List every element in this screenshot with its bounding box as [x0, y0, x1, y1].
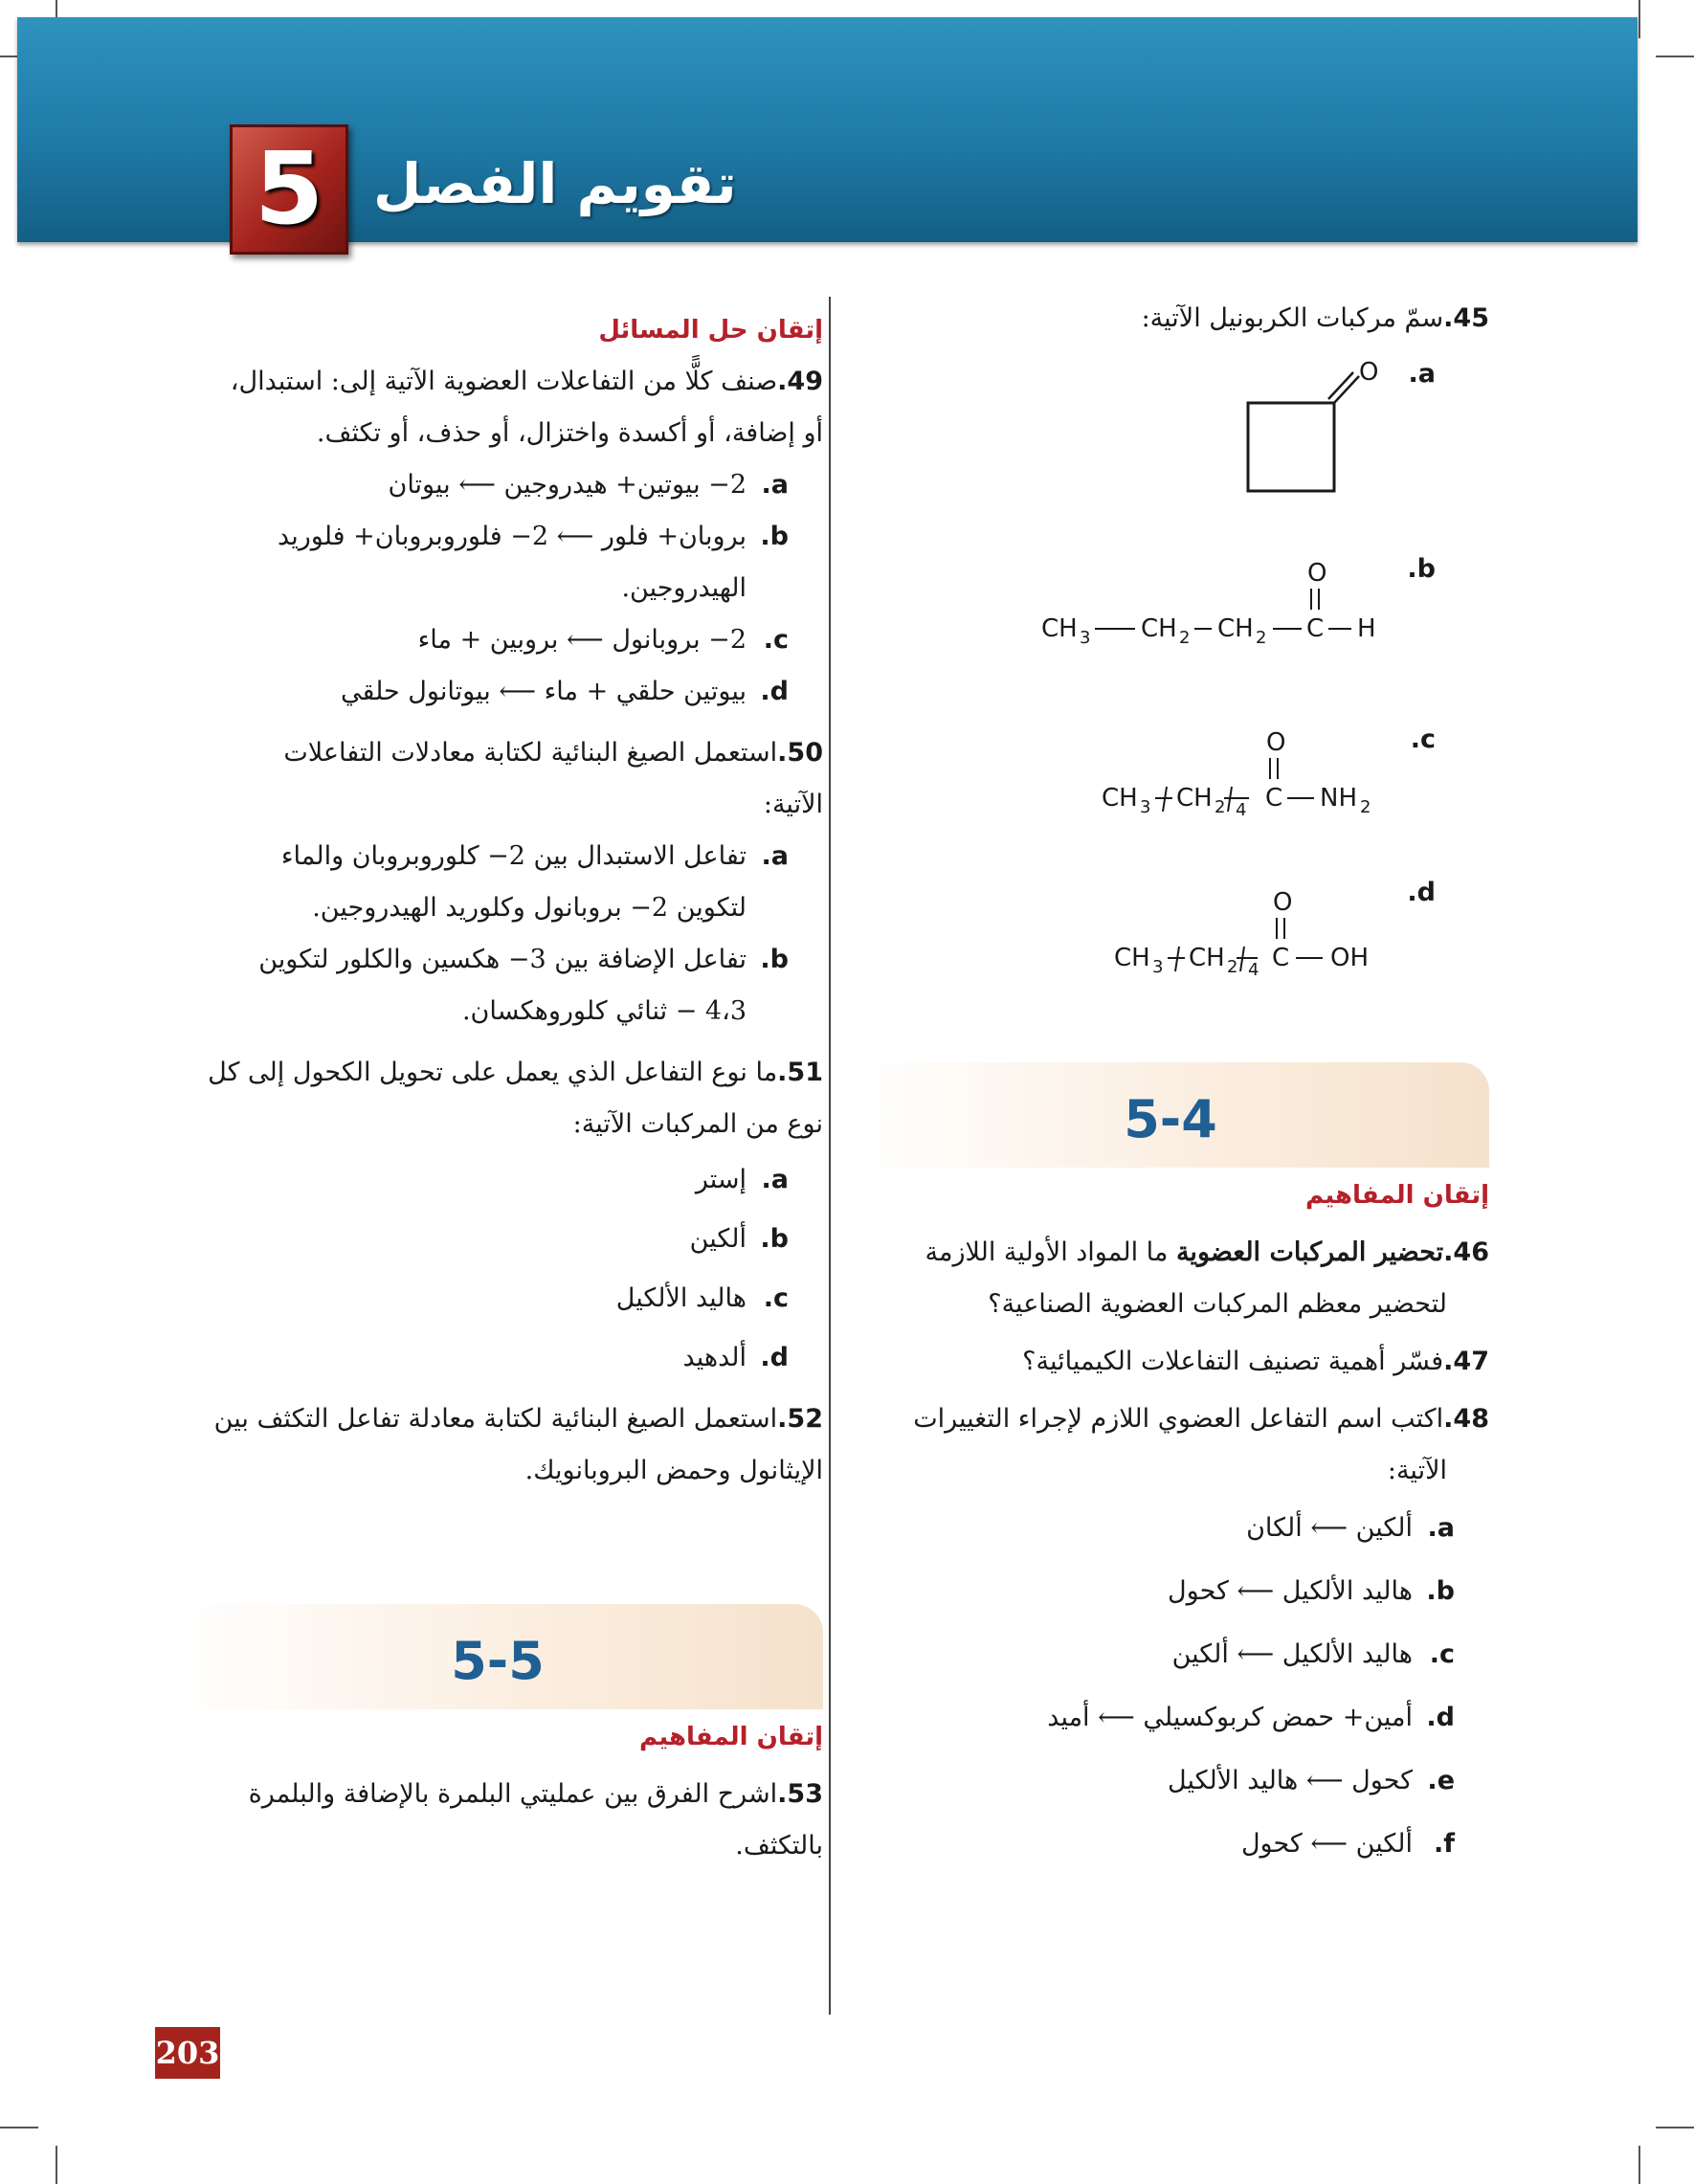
- list-item: [172, 666, 823, 718]
- repeat-count: 4: [1236, 800, 1247, 815]
- oxygen-atom: O: [1266, 728, 1286, 757]
- left-column: [172, 304, 823, 1497]
- item-text: أمين+ حمض كربوكسيلي ⟵ أميد: [1047, 1703, 1413, 1732]
- list-item: [852, 1623, 1489, 1686]
- question-49: [172, 356, 823, 718]
- question-number: 51.: [777, 1058, 823, 1087]
- question-text: اشرح الفرق بين عمليتي البلمرة بالإضافة والبلمرة: [248, 1779, 778, 1809]
- question-number: 50.: [777, 738, 823, 768]
- subscript: 2: [1215, 797, 1226, 815]
- question-text: سمّ مركبات الكربونيل الآتية:: [1141, 303, 1444, 333]
- group-ch2: CH: [1189, 944, 1225, 972]
- item-text: هاليد الألكيل: [615, 1283, 747, 1313]
- item-text: ألكين: [689, 1224, 747, 1254]
- item-label: a.: [761, 1165, 789, 1194]
- question-text: اكتب اسم التفاعل العضوي اللازم لإجراء التغييرات: [913, 1404, 1444, 1434]
- section-header-5-4: [852, 1062, 1489, 1168]
- carbon-atom: C: [1272, 944, 1290, 972]
- column-divider: [829, 297, 831, 2015]
- group-ch2: CH: [1217, 614, 1254, 643]
- item-text: 2− بروبانول ⟵ بروبين + ماء: [417, 625, 747, 655]
- subhead-concept-mastery: إتقان المفاهيم: [638, 1723, 823, 1751]
- chapter-title: تقويم الفصل: [373, 151, 737, 216]
- item-label: d.: [760, 1343, 789, 1372]
- item-label: b.: [760, 522, 789, 551]
- question-text: الإيثانول وحمض البروبانويك.: [524, 1456, 823, 1485]
- ring-square: [1248, 403, 1334, 491]
- question-text: ما نوع التفاعل الذي يعمل على تحويل الكحول إلى كل: [208, 1058, 778, 1087]
- item-text: هاليد الألكيل ⟵ ألكين: [1171, 1639, 1413, 1669]
- question-text: أو إضافة، أو أكسدة واختزال، أو حذف، أو تكثف.: [316, 418, 823, 448]
- list-item: [172, 831, 823, 882]
- list-item: [172, 934, 823, 986]
- list-item: [852, 1813, 1489, 1876]
- list-item: [172, 1269, 823, 1328]
- question-number: 47.: [1443, 1347, 1489, 1376]
- subscript: 3: [1080, 628, 1091, 646]
- crop-mark: [56, 2146, 57, 2184]
- right-column-q45: [852, 293, 1489, 345]
- item-label: b.: [760, 1224, 789, 1254]
- question-text: ما المواد الأولية اللازمة: [925, 1237, 1176, 1267]
- question-51: [172, 1047, 823, 1388]
- oxygen-atom: O: [1359, 358, 1379, 387]
- subscript: 2: [1360, 797, 1371, 815]
- repeat-count: 4: [1248, 960, 1259, 980]
- crop-mark: [1638, 0, 1640, 38]
- amine-group: NH: [1320, 784, 1357, 813]
- structure-butanal: [1034, 550, 1397, 646]
- question-text: صنف كلًّا من التفاعلات العضوية الآتية إلى: استبدال،: [230, 367, 778, 396]
- item-text: بروبان+ فلور ⟵ 2− فلوروبروبان+ فلوريد: [278, 522, 747, 551]
- question-text: بالتكثف.: [735, 1831, 823, 1861]
- list-item: [852, 1560, 1489, 1623]
- right-column-lower: [852, 1170, 1489, 1876]
- item-label: c.: [1429, 1639, 1455, 1669]
- question-text: الآتية:: [763, 790, 823, 819]
- group-ch3: CH: [1114, 944, 1150, 972]
- subscript: 2: [1227, 957, 1238, 977]
- item-continuation: لتكوين 2− بروبانول وكلوريد الهيدروجين.: [312, 893, 747, 923]
- item-label-a: a.: [1408, 359, 1436, 389]
- crop-mark: [0, 2127, 38, 2128]
- subscript: 3: [1152, 957, 1164, 977]
- subscript: 2: [1256, 628, 1267, 646]
- item-text: تفاعل الاستبدال بين 2− كلوروبروبان والماء: [280, 841, 747, 871]
- item-label: a.: [1427, 1513, 1455, 1543]
- question-text: لتحضير معظم المركبات العضوية الصناعية؟: [988, 1289, 1447, 1319]
- group-ch2: CH: [1176, 784, 1213, 813]
- item-continuation: 4،3 − ثنائي كلوروهكسان.: [461, 996, 747, 1026]
- group-ch3: CH: [1102, 784, 1138, 813]
- item-text: إستر: [695, 1165, 747, 1194]
- question-53: [172, 1769, 823, 1872]
- subscript: 3: [1140, 797, 1151, 815]
- question-50: [172, 727, 823, 1037]
- oxygen-atom: O: [1307, 559, 1327, 588]
- hydrogen-atom: H: [1357, 614, 1376, 643]
- item-label: b.: [760, 945, 789, 974]
- carbon-atom: C: [1265, 784, 1283, 813]
- crop-mark: [1656, 56, 1694, 57]
- hydroxyl-group: OH: [1330, 944, 1370, 972]
- subscript: 2: [1179, 628, 1191, 646]
- item-text: ألكين ⟵ كحول: [1240, 1829, 1413, 1859]
- question-number: 52.: [777, 1404, 823, 1434]
- question-48: [852, 1393, 1489, 1876]
- subhead-problem-mastery: إتقان حل المسائل: [598, 316, 823, 345]
- list-item: [172, 1150, 823, 1210]
- chapter-number: 5: [254, 130, 324, 247]
- item-label: a.: [761, 470, 789, 500]
- question-number: 48.: [1443, 1404, 1489, 1434]
- page-number: 203: [155, 2027, 220, 2079]
- item-text: كحول ⟵ هاليد الألكيل: [1168, 1766, 1413, 1795]
- left-column-lower: [172, 1711, 823, 1872]
- question-text: نوع من المركبات الآتية:: [572, 1109, 823, 1139]
- question-number: 53.: [777, 1779, 823, 1809]
- chapter-number-badge: [230, 124, 348, 255]
- item-label-d: d.: [1407, 878, 1436, 907]
- section-number: 5-4: [1124, 1089, 1217, 1149]
- question-47: [852, 1336, 1489, 1388]
- item-text: هاليد الألكيل ⟵ كحول: [1168, 1576, 1413, 1606]
- question-text: استعمل الصيغ البنائية لكتابة معادلات التفاعلات: [283, 738, 778, 768]
- question-number: 46.: [1443, 1237, 1489, 1267]
- structure-cyclobutanone: [1235, 349, 1407, 502]
- item-label: c.: [763, 625, 789, 655]
- crop-mark: [1656, 2127, 1694, 2128]
- structure-hexanoic-acid: [1108, 885, 1415, 981]
- oxygen-atom: O: [1273, 888, 1293, 917]
- item-label: d.: [760, 677, 789, 706]
- question-topic: تحضير المركبات العضوية: [1175, 1237, 1444, 1267]
- section-header-5-5: [172, 1604, 823, 1709]
- subhead-concept-mastery: إتقان المفاهيم: [1304, 1181, 1489, 1210]
- question-text: فسّر أهمية تصنيف التفاعلات الكيميائية؟: [1022, 1347, 1444, 1376]
- group-ch3: CH: [1041, 614, 1078, 643]
- group-ch2: CH: [1141, 614, 1177, 643]
- item-label: c.: [763, 1283, 789, 1313]
- list-item: [172, 614, 823, 666]
- list-item: [852, 1749, 1489, 1813]
- list-item: [172, 1210, 823, 1269]
- item-label-b: b.: [1407, 554, 1436, 584]
- item-label: a.: [761, 841, 789, 871]
- item-text: تفاعل الإضافة بين 3− هكسين والكلور لتكوين: [258, 945, 747, 974]
- carbon-atom: C: [1306, 614, 1325, 643]
- list-item: [172, 1328, 823, 1388]
- item-label: e.: [1427, 1766, 1455, 1795]
- section-number: 5-5: [451, 1631, 545, 1691]
- item-text: بيوتين حلقي + ماء ⟵ بيوتانول حلقي: [340, 677, 747, 706]
- item-label: b.: [1426, 1576, 1455, 1606]
- item-text: ألكين ⟵ ألكان: [1246, 1513, 1413, 1543]
- crop-mark: [1638, 2146, 1640, 2184]
- question-52: [172, 1393, 823, 1497]
- list-item: [172, 459, 823, 511]
- list-item: [852, 1686, 1489, 1749]
- item-continuation: الهيدروجين.: [621, 573, 747, 603]
- question-text: الآتية:: [1387, 1456, 1447, 1485]
- structure-hexanamide: [1096, 720, 1402, 815]
- item-label-c: c.: [1410, 724, 1436, 754]
- question-text: استعمل الصيغ البنائية لكتابة معادلة تفاعل التكثف بين: [213, 1404, 778, 1434]
- item-label: d.: [1426, 1703, 1455, 1732]
- question-number: 49.: [777, 367, 823, 396]
- list-item: [172, 511, 823, 563]
- item-text: ألدهيد: [682, 1343, 747, 1372]
- question-46: [852, 1227, 1489, 1330]
- item-text: 2− بيوتين+ هيدروجين ⟵ بيوتان: [388, 470, 747, 500]
- list-item: [852, 1497, 1489, 1560]
- question-number: 45.: [1443, 303, 1489, 333]
- item-label: f.: [1433, 1829, 1455, 1859]
